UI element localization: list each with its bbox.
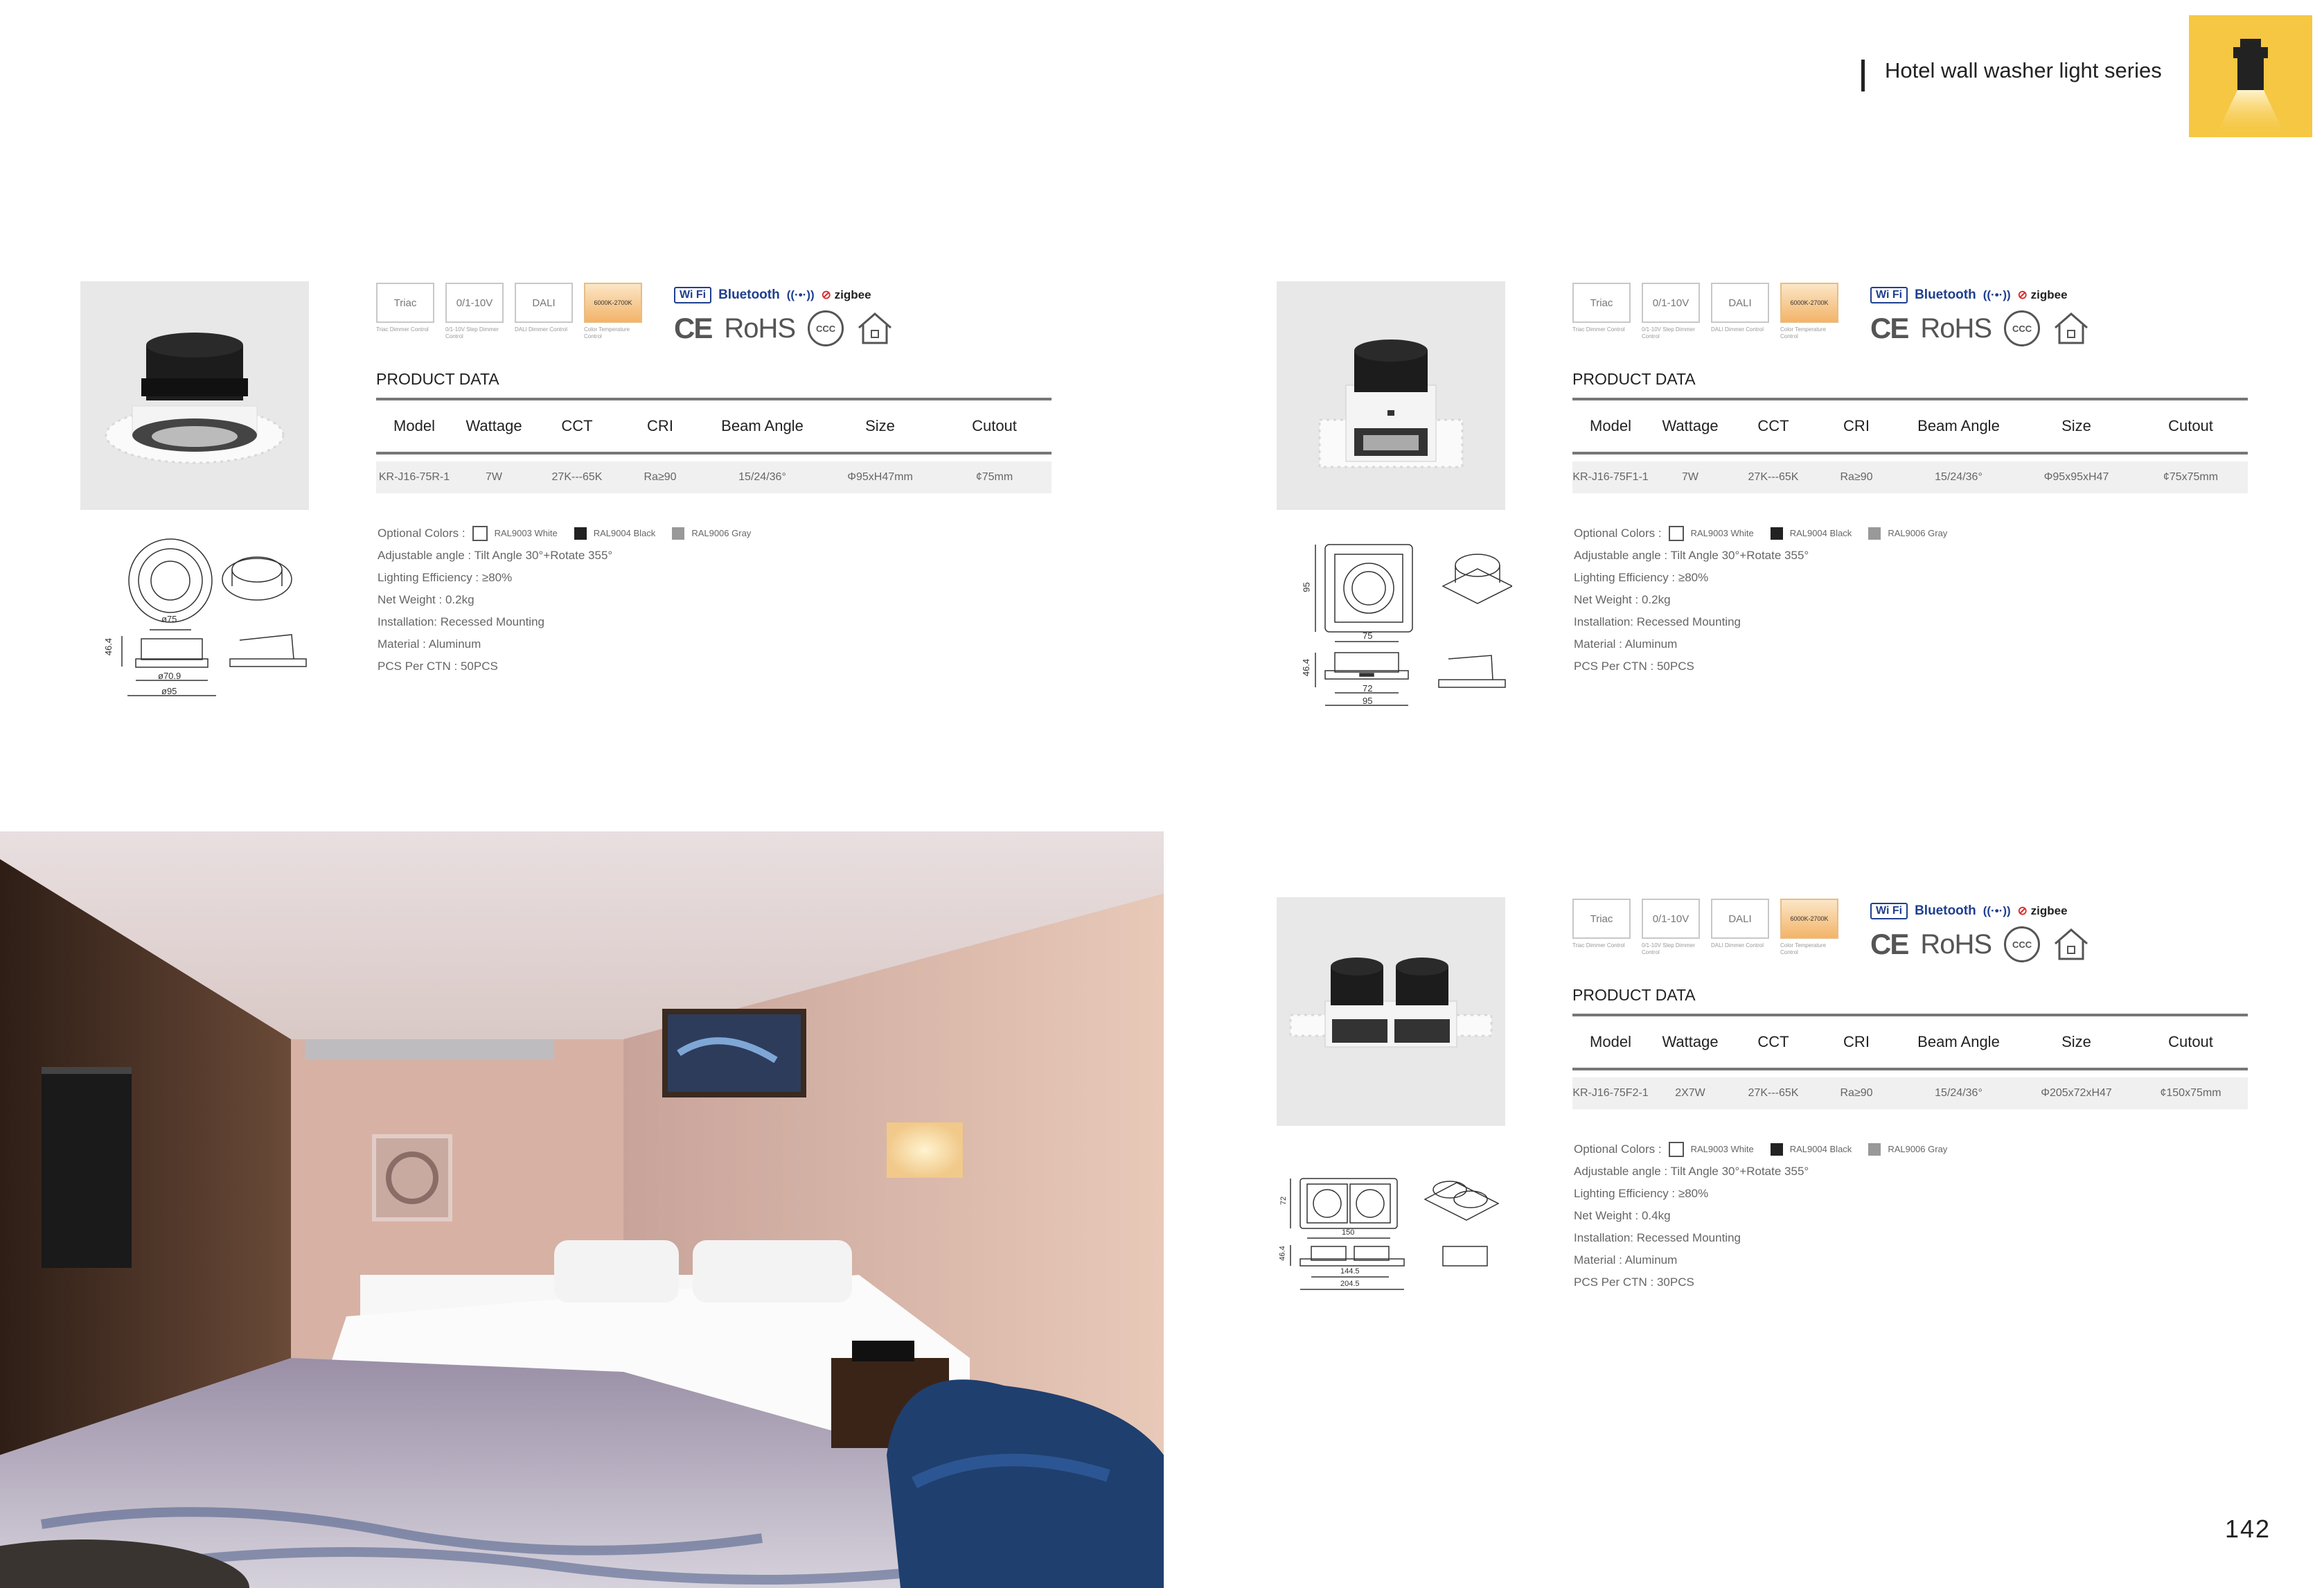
technical-drawings: [1301, 517, 1512, 766]
cell-cct: 27K---65K: [1748, 1087, 1799, 1099]
table-header-row: [376, 400, 1052, 452]
control-caption: Color Temperature Control: [584, 326, 630, 339]
col-header-size: Size: [865, 417, 895, 434]
product-block-1: [80, 281, 1161, 780]
product-photo: [80, 281, 309, 510]
indoor-use-icon: [2052, 927, 2090, 962]
control-caption: DALI Dimmer Control: [1711, 326, 1764, 333]
color-swatch-white: [1669, 1142, 1684, 1157]
technical-drawings: [103, 517, 316, 766]
col-header-wattage: Wattage: [1662, 417, 1719, 434]
color-swatch-gray: [672, 527, 684, 540]
hotel-room-photo: [0, 831, 1164, 1588]
dimension-label: 46.4: [103, 637, 114, 656]
spec-list: [1574, 522, 1957, 678]
cell-wattage: 7W: [486, 471, 502, 483]
product-data-title: PRODUCT DATA: [1572, 370, 1696, 388]
wifi-icon: Wi Fi: [1870, 903, 1908, 919]
dimension-label: 72: [1279, 1196, 1288, 1206]
certification-icons: [1870, 281, 2106, 351]
dimension-label: 144.5: [1340, 1267, 1360, 1276]
control-0-10v: 0/1-10V: [445, 283, 504, 323]
product-block-2: [1277, 281, 2324, 780]
product-data-table: [1572, 1014, 2248, 1109]
table-header-row: [1572, 1016, 2248, 1068]
cell-cri: Ra≥90: [1840, 1087, 1873, 1099]
dimension-label: 150: [1342, 1228, 1355, 1237]
color-label: RAL9006 Gray: [1888, 1144, 1948, 1154]
control-caption: DALI Dimmer Control: [1711, 942, 1764, 949]
spec-net-weight: Net Weight : 0.4kg: [1574, 1209, 1671, 1222]
control-options: [1572, 283, 1850, 345]
col-header-model: Model: [1590, 417, 1631, 434]
color-swatch-white: [1669, 526, 1684, 541]
bluetooth-icon: Bluetooth: [1915, 288, 1976, 302]
zigbee-icon: ⊘ zigbee: [2017, 904, 2068, 917]
spec-net-weight: Net Weight : 0.2kg: [1574, 593, 1671, 606]
cell-size: Φ205x72xH47: [2041, 1087, 2112, 1099]
spec-pcs-per-ctn: PCS Per CTN : 30PCS: [1574, 1276, 1694, 1289]
col-header-beam-angle: Beam Angle: [721, 417, 804, 434]
spec-lighting-efficiency: Lighting Efficiency : ≥80%: [1574, 1187, 1709, 1200]
cell-cri: Ra≥90: [644, 471, 677, 483]
wireless-icon: ((·•·)): [1983, 904, 2011, 917]
control-0-10v: 0/1-10V: [1642, 899, 1700, 939]
control-dali: DALI: [515, 283, 573, 323]
cell-beam-angle: 15/24/36°: [738, 471, 786, 483]
colors-label: Optional Colors :: [378, 527, 465, 540]
cell-model: KR-J16-75R-1: [378, 471, 450, 483]
bluetooth-icon: Bluetooth: [1915, 903, 1976, 918]
bluetooth-icon: Bluetooth: [718, 288, 780, 302]
color-swatch-gray: [1868, 1143, 1881, 1156]
product-data-table: [376, 398, 1052, 493]
product-block-3: [1277, 897, 2324, 1396]
col-header-wattage: Wattage: [1662, 1033, 1719, 1050]
color-label: RAL9003 White: [1690, 528, 1754, 538]
table-header-row: [1572, 400, 2248, 452]
control-caption: Triac Dimmer Control: [1572, 326, 1625, 333]
rohs-icon: RoHS: [1920, 312, 1992, 344]
optional-colors: [378, 522, 761, 545]
color-swatch-black: [574, 527, 587, 540]
certification-icons: [674, 281, 910, 351]
col-header-cri: CRI: [1843, 1033, 1870, 1050]
table-row: [1572, 461, 2248, 493]
spec-adjustable-angle: Adjustable angle : Tilt Angle 30°+Rotate 355°: [1574, 1165, 1809, 1178]
cell-cct: 27K---65K: [551, 471, 603, 483]
control-cct: 6000K-2700K: [1780, 283, 1838, 323]
dimension-label: 72: [1363, 683, 1373, 694]
optional-colors: [1574, 1138, 1957, 1161]
product-photo: [1277, 897, 1505, 1126]
dimension-label: ø70.9: [158, 671, 181, 681]
cell-cutout: ¢75x75mm: [2163, 471, 2219, 483]
spec-list: [1574, 1138, 1957, 1294]
col-header-beam-angle: Beam Angle: [1917, 417, 2000, 434]
zigbee-icon: ⊘ zigbee: [821, 288, 871, 301]
control-caption: 0/1-10V Step Dimmer Control: [1642, 326, 1695, 339]
control-caption: Color Temperature Control: [1780, 942, 1827, 955]
downlight-icon: [2189, 15, 2312, 137]
indoor-use-icon: [856, 311, 894, 346]
cell-wattage: 2X7W: [1675, 1087, 1705, 1099]
product-photo: [1277, 281, 1505, 510]
control-caption: Color Temperature Control: [1780, 326, 1827, 339]
ce-icon: CE: [674, 312, 712, 344]
dimension-label: 204.5: [1340, 1280, 1360, 1288]
cell-model: KR-J16-75F2-1: [1572, 1087, 1649, 1099]
spec-installation: Installation: Recessed Mounting: [1574, 1231, 1741, 1244]
optional-colors: [1574, 522, 1957, 545]
control-triac: Triac: [376, 283, 434, 323]
spec-pcs-per-ctn: PCS Per CTN : 50PCS: [1574, 660, 1694, 673]
spec-installation: Installation: Recessed Mounting: [378, 615, 544, 628]
spec-adjustable-angle: Adjustable angle : Tilt Angle 30°+Rotate 355°: [378, 549, 613, 562]
color-label: RAL9004 Black: [593, 528, 656, 538]
color-swatch-black: [1771, 1143, 1783, 1156]
col-header-wattage: Wattage: [465, 417, 522, 434]
col-header-cct: CCT: [1757, 1033, 1789, 1050]
wifi-icon: Wi Fi: [674, 287, 711, 303]
cell-cct: 27K---65K: [1748, 471, 1799, 483]
wifi-icon: Wi Fi: [1870, 287, 1908, 303]
cell-cutout: ¢150x75mm: [2160, 1087, 2221, 1099]
control-dali: DALI: [1711, 283, 1769, 323]
dimension-label: 95: [1301, 582, 1312, 592]
color-swatch-gray: [1868, 527, 1881, 540]
cell-beam-angle: 15/24/36°: [1935, 471, 1983, 483]
col-header-size: Size: [2061, 417, 2091, 434]
col-header-cri: CRI: [647, 417, 673, 434]
control-0-10v: 0/1-10V: [1642, 283, 1700, 323]
spec-lighting-efficiency: Lighting Efficiency : ≥80%: [1574, 571, 1709, 584]
col-header-cutout: Cutout: [2168, 417, 2213, 434]
col-header-cutout: Cutout: [2168, 1033, 2213, 1050]
control-caption: 0/1-10V Step Dimmer Control: [1642, 942, 1695, 955]
control-options: [1572, 899, 1850, 961]
ccc-icon: CCC: [808, 310, 844, 346]
control-cct: 6000K-2700K: [584, 283, 642, 323]
page-number: 142: [2225, 1515, 2271, 1543]
color-label: RAL9003 White: [494, 528, 558, 538]
control-triac: Triac: [1572, 283, 1631, 323]
spec-pcs-per-ctn: PCS Per CTN : 50PCS: [378, 660, 498, 673]
col-header-model: Model: [393, 417, 435, 434]
product-data-title: PRODUCT DATA: [1572, 986, 1696, 1004]
series-badge: [2189, 15, 2312, 137]
color-label: RAL9006 Gray: [691, 528, 752, 538]
dimension-label: 95: [1363, 696, 1373, 706]
cell-beam-angle: 15/24/36°: [1935, 1087, 1983, 1099]
col-header-cri: CRI: [1843, 417, 1870, 434]
zigbee-icon: ⊘ zigbee: [2017, 288, 2068, 301]
col-header-cct: CCT: [1757, 417, 1789, 434]
cell-model: KR-J16-75F1-1: [1572, 471, 1649, 483]
col-header-size: Size: [2061, 1033, 2091, 1050]
color-label: RAL9006 Gray: [1888, 528, 1948, 538]
colors-label: Optional Colors :: [1574, 1143, 1662, 1156]
ce-icon: CE: [1870, 928, 1908, 960]
ce-icon: CE: [1870, 312, 1908, 344]
control-caption: Triac Dimmer Control: [376, 326, 429, 333]
col-header-cct: CCT: [561, 417, 593, 434]
spec-list: [378, 522, 761, 678]
spec-installation: Installation: Recessed Mounting: [1574, 615, 1741, 628]
wireless-icon: ((·•·)): [1983, 288, 2011, 301]
spec-material: Material : Aluminum: [1574, 637, 1678, 651]
colors-label: Optional Colors :: [1574, 527, 1662, 540]
ccc-icon: CCC: [2004, 310, 2040, 346]
spec-material: Material : Aluminum: [378, 637, 481, 651]
rohs-icon: RoHS: [724, 312, 796, 344]
series-title: Hotel wall washer light series: [1885, 58, 2162, 82]
table-row: [1572, 1077, 2248, 1109]
control-options: [376, 283, 653, 345]
ccc-icon: CCC: [2004, 926, 2040, 962]
table-row: [376, 461, 1052, 493]
control-triac: Triac: [1572, 899, 1631, 939]
dimension-label: ø75: [161, 614, 177, 624]
col-header-beam-angle: Beam Angle: [1917, 1033, 2000, 1050]
color-label: RAL9004 Black: [1789, 1144, 1852, 1154]
spec-lighting-efficiency: Lighting Efficiency : ≥80%: [378, 571, 513, 584]
indoor-use-icon: [2052, 311, 2090, 346]
spec-material: Material : Aluminum: [1574, 1253, 1678, 1267]
col-header-model: Model: [1590, 1033, 1631, 1050]
cell-wattage: 7W: [1682, 471, 1698, 483]
header-divider: [1861, 60, 1865, 91]
color-swatch-black: [1771, 527, 1783, 540]
technical-drawings: [1278, 1172, 1491, 1421]
rohs-icon: RoHS: [1920, 928, 1992, 960]
cell-size: Φ95x95xH47: [2043, 471, 2109, 483]
control-cct: 6000K-2700K: [1780, 899, 1838, 939]
control-caption: 0/1-10V Step Dimmer Control: [445, 326, 499, 339]
cell-cutout: ¢75mm: [975, 471, 1013, 483]
dimension-label: 75: [1363, 630, 1373, 641]
col-header-cutout: Cutout: [972, 417, 1017, 434]
dimension-label: 46.4: [1301, 658, 1312, 677]
dimension-label: ø95: [161, 686, 177, 696]
zigbee-label: zigbee: [834, 288, 871, 301]
wireless-icon: ((·•·)): [786, 288, 815, 301]
control-dali: DALI: [1711, 899, 1769, 939]
cell-size: Φ95xH47mm: [847, 471, 913, 483]
spec-net-weight: Net Weight : 0.2kg: [378, 593, 474, 606]
color-label: RAL9003 White: [1690, 1144, 1754, 1154]
control-caption: DALI Dimmer Control: [515, 326, 568, 333]
product-data-title: PRODUCT DATA: [376, 370, 499, 388]
product-data-table: [1572, 398, 2248, 493]
zigbee-label: zigbee: [2030, 904, 2068, 917]
dimension-label: 46.4: [1278, 1246, 1287, 1261]
zigbee-label: zigbee: [2030, 288, 2068, 301]
color-label: RAL9004 Black: [1789, 528, 1852, 538]
control-caption: Triac Dimmer Control: [1572, 942, 1625, 949]
cell-cri: Ra≥90: [1840, 471, 1873, 483]
spec-adjustable-angle: Adjustable angle : Tilt Angle 30°+Rotate 355°: [1574, 549, 1809, 562]
color-swatch-white: [472, 526, 488, 541]
certification-icons: [1870, 897, 2106, 967]
